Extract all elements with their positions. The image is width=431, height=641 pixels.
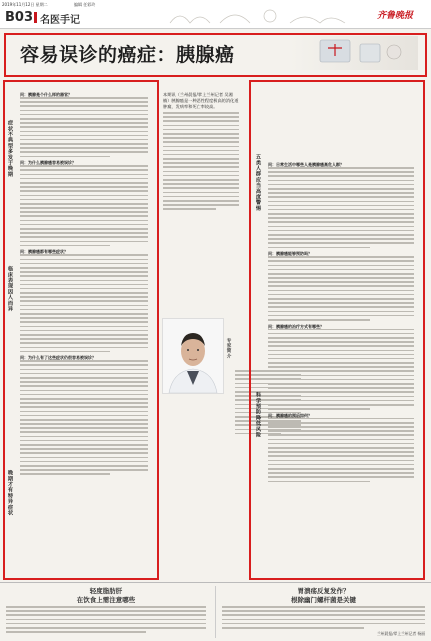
right-column-body <box>268 162 414 485</box>
bottom-vertical-divider <box>215 586 216 638</box>
bottom-footer: 兰州晨报/掌上兰州记者 杨丽 <box>376 631 425 637</box>
brand-logo: 齐鲁晚报 <box>377 11 414 21</box>
question-4: 问：为什么有了这些症状仍很容易被误诊？ <box>20 355 96 361</box>
question-3: 问：胰腺癌都有哪些症状？ <box>20 249 68 255</box>
right-side-label-1: 五类人群应当高度警惕 <box>255 154 261 211</box>
bottom-right-subtitle: 根除幽门螺杆菌是关键 <box>291 596 356 604</box>
medical-illustration-icon <box>290 36 418 70</box>
left-column-body <box>20 92 148 478</box>
right-question-4: 问：胰腺癌的预后如何？ <box>268 412 312 418</box>
bottom-right-article <box>222 586 425 636</box>
bottom-left-article <box>6 586 206 635</box>
doctor-portrait-icon <box>163 319 223 393</box>
left-side-label: 症状不典型多发于晚期 <box>7 120 13 177</box>
bottom-left-title: 轻度脂肪肝 <box>89 587 123 595</box>
headline-art <box>290 36 418 70</box>
page-code: B03 <box>5 10 33 25</box>
headline: 容易误诊的癌症：胰腺癌 <box>20 44 235 66</box>
bottom-left-subtitle: 在饮食上需注意哪些 <box>76 596 136 604</box>
decorative-lotus-icon <box>160 5 350 27</box>
question-1: 问：胰腺是个什么样的器官？ <box>20 92 72 97</box>
section-title: 名医手记 <box>40 15 80 26</box>
right-question-3: 问：胰腺癌的治疗方式有哪些？ <box>268 323 324 329</box>
date-line: 2019年11月12日 星期二 <box>2 2 48 7</box>
right-question-1: 问：日常生活中哪些人是胰腺癌高危人群？ <box>268 162 344 167</box>
bottom-right-title: 胃溃疡反复发作？ <box>297 587 350 595</box>
left-side-label-2: 临床表现因人而异 <box>7 266 13 312</box>
question-2: 问：为什么胰腺癌容易被误诊？ <box>20 160 76 166</box>
right-question-2: 问：胰腺癌能够预防吗？ <box>268 251 312 257</box>
masthead <box>0 0 431 29</box>
intro-text: 本期讯（兰州晨报/掌上兰州记者 吴湘楠）胰腺癌是一种恶性程度极高的消化道肿瘤，发病率和死亡率较高。 <box>163 92 239 109</box>
intro-block <box>163 92 239 213</box>
section-bar <box>34 12 37 23</box>
doctor-photo <box>162 318 224 394</box>
right-side-label-2: 科学预防降低风险 <box>255 392 261 438</box>
bottom-divider <box>0 582 431 583</box>
doctor-label: 专家简介 <box>226 338 231 359</box>
left-side-label-3: 晚期才有特异症状 <box>7 470 13 516</box>
editor-line: 编辑 任彩玲 <box>74 2 96 7</box>
